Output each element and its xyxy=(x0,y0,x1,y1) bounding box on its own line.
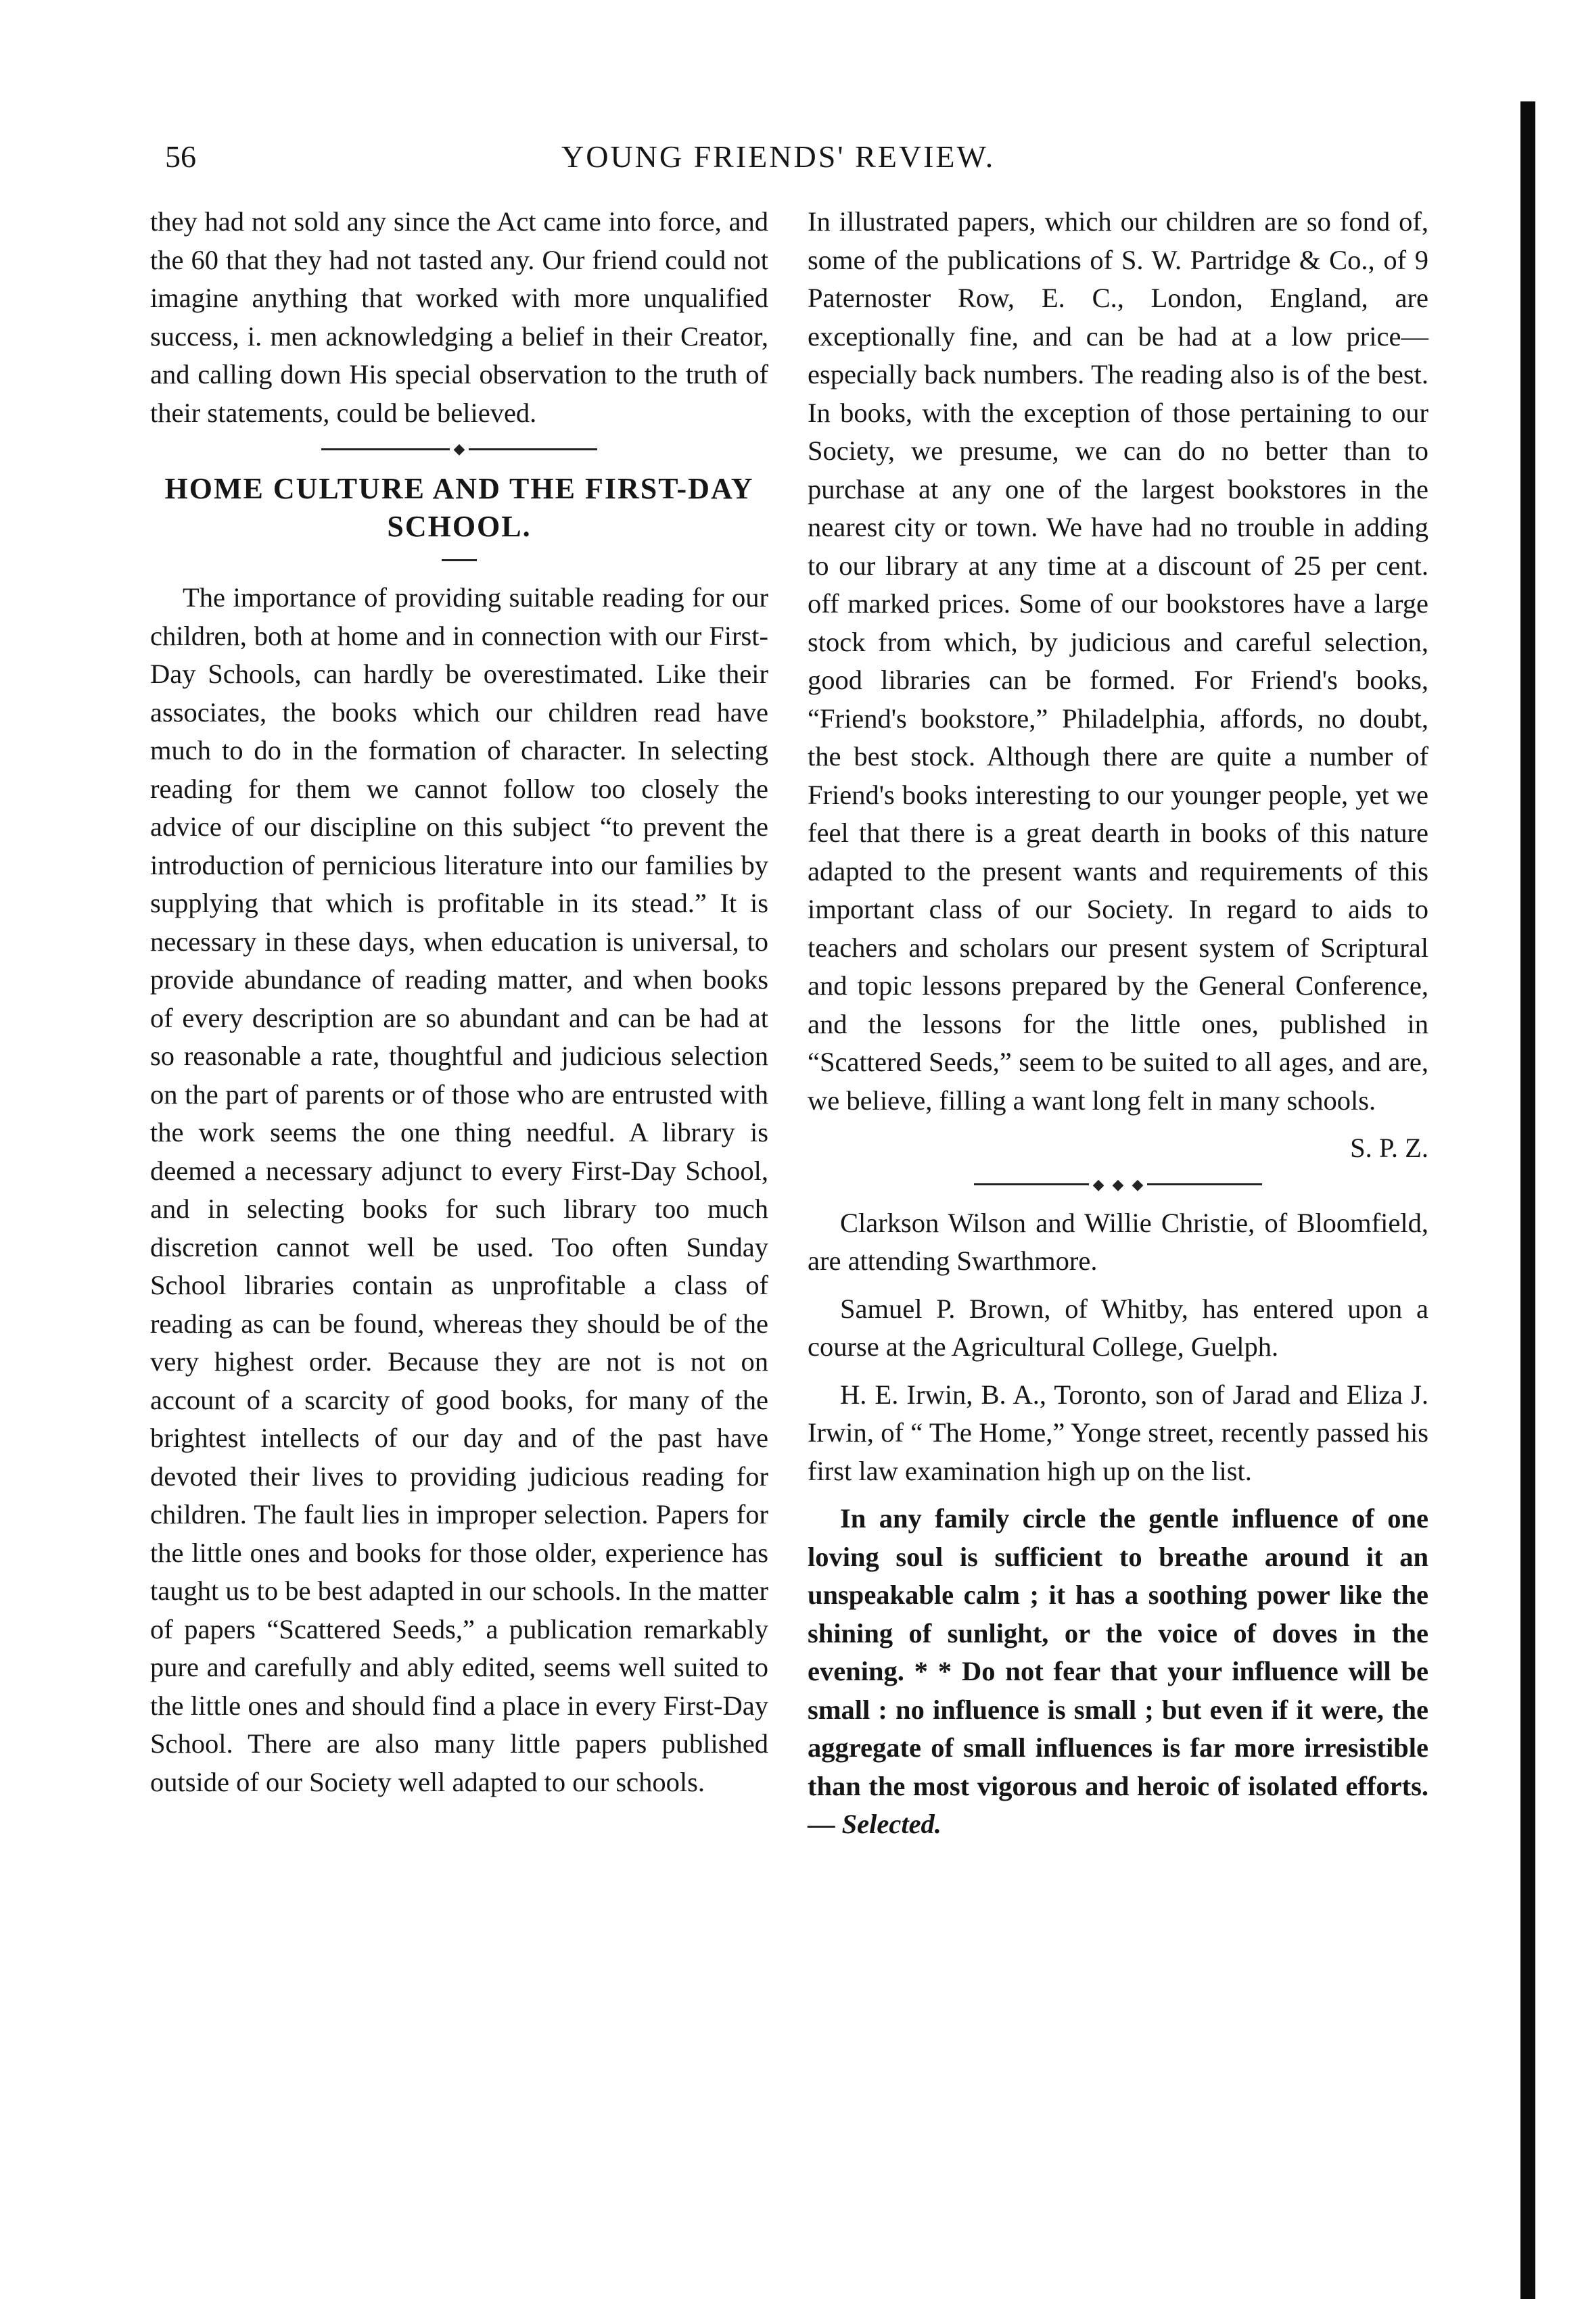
article-body: The importance of providing suitable reading for our children, both at home and in connection with our First-Day Schools, can hardly be overestimated. Like their associates, the books which our children read have much to do in the formation of character. In selecting reading for them we cannot follow too closely the advice of our discipline on this subject “to prevent the introduction of pernicious literature into our families by supplying that which is profitable in its stead.” It is necessary in these days, when education is universal, to provide abundance of reading matter, and when books of every description are so abundant and can be had at so reasonable a rate, thoughtful and judicious selection on the part of parents or of those who are entrusted with the work seems the one thing needful. A library is deemed a necessary adjunct to every First-Day School, and in selecting books for such library too much discretion cannot well be used. Too often Sunday School libraries contain as unprofitable a class of reading as can be found, whereas they should be of the very highest order. Because they are not is not on account of a scarcity of good books, for many of the brightest intellects of our day and of the past have devoted their lives to providing judicious reading for children. The fault lies in improper selection. Papers for the little ones and books for those older, experience has taught us to be best adapted in our schools. In the matter of papers “Scattered Seeds,” a publication remarkably pure and carefully and ably edited, seems well suited to the little ones and should find a place in every First-Day School. There are also many little papers published outside of our Society well adapted to our schools. xyxy=(150,582,768,1797)
divider-line xyxy=(1147,1183,1262,1185)
diamond-icon: ◆ xyxy=(1092,1175,1104,1193)
news-note: Samuel P. Brown, of Whitby, has entered upon a course at the Agricultural College, Guelph. xyxy=(808,1293,1428,1362)
section-divider-ornament xyxy=(150,442,768,456)
news-note: Clarkson Wilson and Willie Christie, of Bloomfield, are attending Swarthmore. xyxy=(808,1207,1428,1276)
divider-line xyxy=(974,1183,1089,1185)
divider-line xyxy=(469,448,597,450)
page-edge-bar xyxy=(1520,101,1535,2299)
divider-line xyxy=(321,448,450,450)
article-continuation: In illustrated papers, which our children are so fond of, some of the publications of S. W. Partridge & Co., of 9 Paternoster Row, E. C., London, England, are exceptionally fine, and can be had at a low price—especially back numbers. The reading also is of the best. In books, with the exception of those pertaining to our Society, we presume, we can do no better than to purchase at any one of the largest bookstores in the nearest city or town. We have had no trouble in adding to our library at any time at a discount of 25 per cent. off marked prices. Some of our bookstores have a large stock from which, by judicious and careful selection, good libraries can be formed. For Friend's books, “Friend's bookstore,” Philadelphia, affords, no doubt, the best stock. Although there are quite a number of Friend's books interesting to our younger people, yet we feel that there is a great dearth in books of this nature adapted to the present wants and requirements of this important class of our Society. In regard to aids to teachers and scholars our present system of Scriptural and topic lessons prepared by the General Conference, and the lessons for the little ones, published in “Scattered Seeds,” seem to be suited to all ages, and are, we believe, filling a want long felt in many schools. xyxy=(808,206,1428,1116)
diamond-icon: ◆ xyxy=(453,440,465,457)
running-head: YOUNG FRIENDS' REVIEW. xyxy=(561,139,996,174)
continued-paragraph: they had not sold any since the Act came into force, and the 60 that they had not tasted any. Our friend could not imagine anything that worked with more unqualified success, i. men acknowledging a belief in their Creator, and calling down His special observation to the truth of their statements, could be believed. xyxy=(150,206,768,428)
diamond-icon: ◆ xyxy=(1132,1175,1144,1193)
diamond-icon: ◆ xyxy=(1112,1175,1124,1193)
news-note: H. E. Irwin, B. A., Toronto, son of Jarad and Eliza J. Irwin, of “ The Home,” Yonge street, recently passed his first law examination high up on the list. xyxy=(808,1379,1428,1486)
page-number: 56 xyxy=(165,139,196,174)
right-column xyxy=(808,203,1428,1853)
quote-text: In any family circle the gentle influence of one loving soul is sufficient to breathe around it an unspeakable calm ; it has a soothing power like the shining of sunlight, or the voice of doves in the evening. * * Do not fear that your influence will be small : no influence is small ; but even if it were, the aggregate of small influences is far more irresistible than the most vigorous and heroic of isolated efforts.— xyxy=(808,1503,1428,1839)
section-divider-ornament xyxy=(808,1177,1428,1192)
article-title: HOME CULTURE AND THE FIRST-DAY SCHOOL. xyxy=(164,472,754,543)
left-column xyxy=(150,203,768,1811)
title-rule xyxy=(442,559,477,561)
author-signature: S. P. Z. xyxy=(1350,1133,1428,1163)
quote-source: Selected. xyxy=(841,1809,941,1839)
selected-quote xyxy=(808,1500,1428,1844)
